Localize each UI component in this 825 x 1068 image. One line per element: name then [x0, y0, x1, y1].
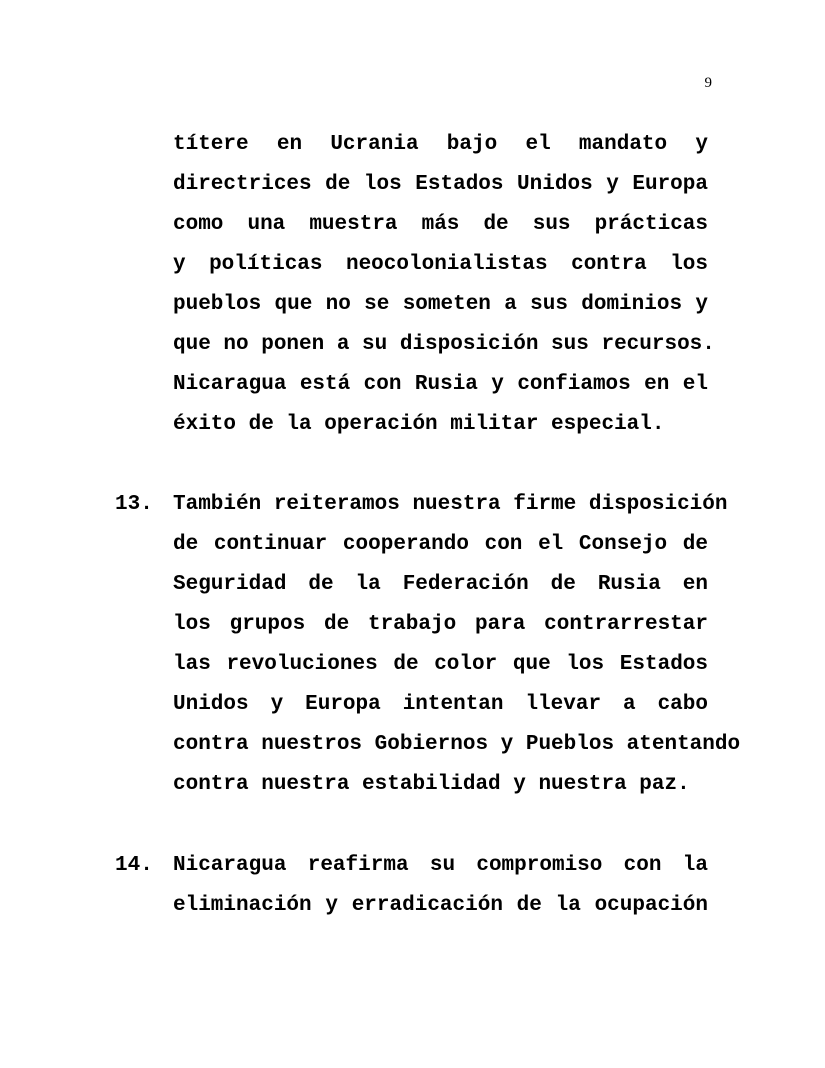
- text-line: que no ponen a su disposición sus recursos.: [173, 333, 715, 356]
- text-line: Nicaragua reafirma su compromiso con la: [173, 854, 708, 877]
- text-line: pueblos que no se someten a sus dominios y: [173, 293, 708, 316]
- item-number: 14.: [115, 854, 153, 877]
- text-line: y políticas neocolonialistas contra los: [173, 253, 708, 276]
- text-line: las revoluciones de color que los Estados: [173, 653, 708, 676]
- text-line: contra nuestros Gobiernos y Pueblos atentando: [173, 733, 741, 756]
- text-line: contra nuestra estabilidad y nuestra paz.: [173, 773, 690, 796]
- text-line: También reiteramos nuestra firme disposición: [173, 493, 728, 516]
- item-number: 13.: [115, 493, 153, 516]
- text-line: los grupos de trabajo para contrarrestar: [173, 613, 708, 636]
- text-line: Unidos y Europa intentan llevar a cabo: [173, 693, 708, 716]
- text-line: de continuar cooperando con el Consejo de: [173, 533, 708, 556]
- numbered-paragraph-13: [115, 485, 741, 805]
- page-number: 9: [704, 75, 712, 91]
- text-line: Nicaragua está con Rusia y confiamos en el: [173, 373, 708, 396]
- paragraph-continuation: [173, 125, 715, 445]
- text-line: como una muestra más de sus prácticas: [173, 213, 708, 236]
- text-line: títere en Ucrania bajo el mandato y: [173, 133, 708, 156]
- text-line: Seguridad de la Federación de Rusia en: [173, 573, 708, 596]
- text-line: eliminación y erradicación de la ocupación: [173, 894, 708, 917]
- text-line: directrices de los Estados Unidos y Europa: [173, 173, 708, 196]
- text-line: éxito de la operación militar especial.: [173, 413, 665, 436]
- numbered-paragraph-14: [115, 846, 708, 926]
